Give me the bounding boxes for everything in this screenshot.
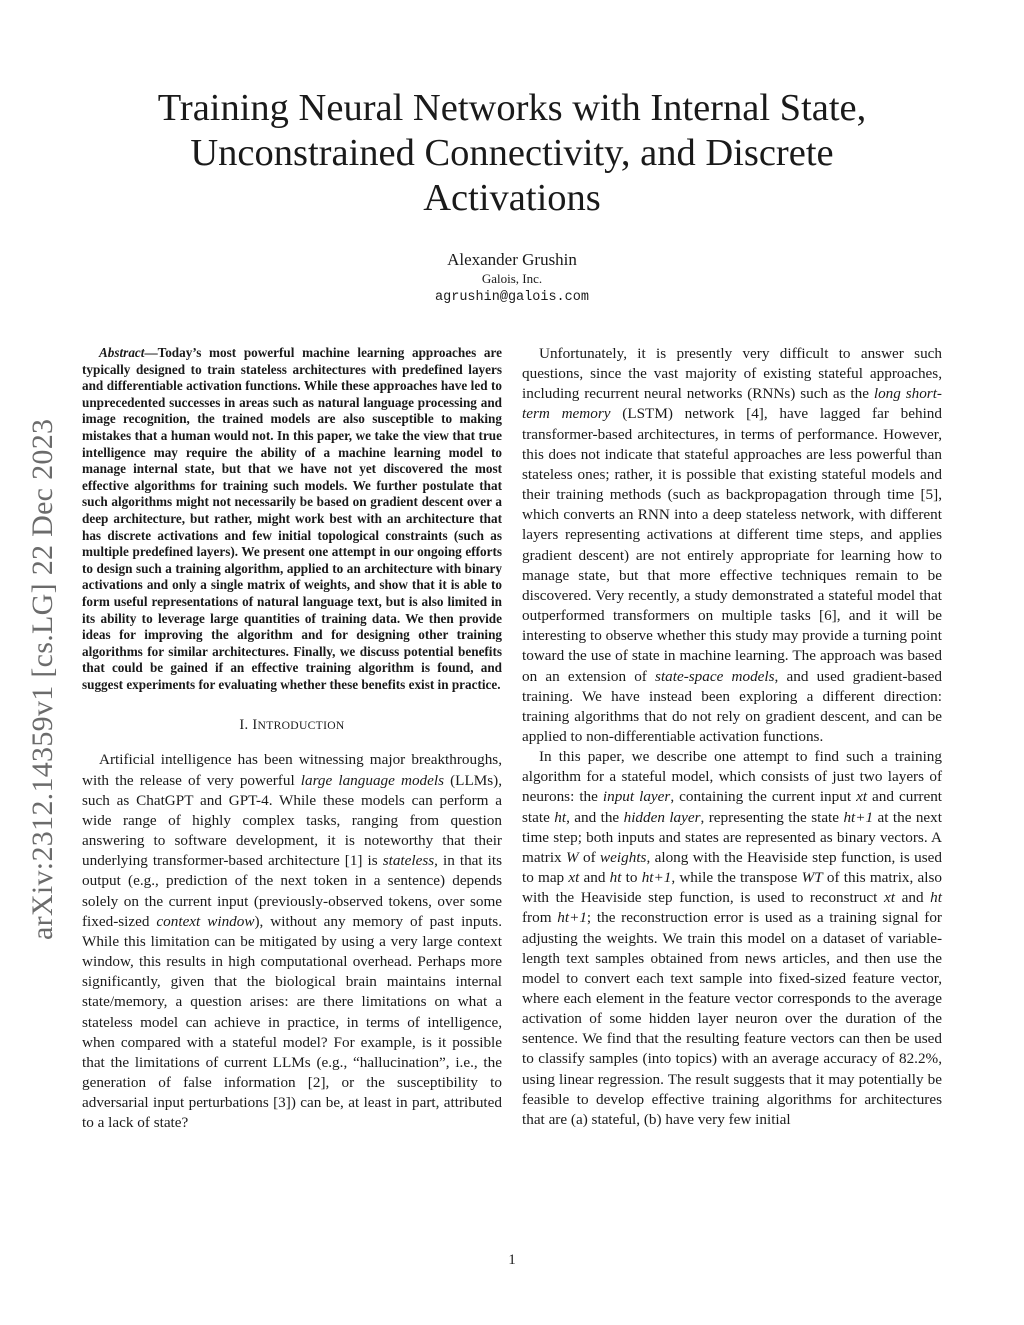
- text-run-italic: weights: [600, 848, 647, 866]
- text-run-italic: long short-term memory: [522, 385, 942, 423]
- text-run: at the next time step; both inputs and states are represented as binary vectors. A matrix: [522, 808, 942, 866]
- page-number: 1: [508, 1252, 516, 1268]
- text-run-italic: large language models: [300, 771, 445, 789]
- left-column: [82, 345, 502, 1133]
- text-run-italic: state-space models: [655, 667, 775, 685]
- text-run: , using linear regression. The result suggests that it may potentially be feasible to develop effective training algorithms for architectures that are (a) stateful, (b) have very few initial: [522, 1050, 942, 1128]
- abstract: [82, 345, 502, 693]
- text-run: and: [894, 889, 931, 907]
- author-name: Alexander Grushin: [447, 250, 577, 269]
- text-run: , in that its output (e.g., prediction of the next token in a sentence) depends solely on the current input (previously-observed tokens, over some fixed-sized: [82, 852, 503, 930]
- abstract-dash: —: [144, 345, 158, 360]
- text-run: of: [578, 848, 601, 866]
- text-run-italic: stateless: [382, 852, 435, 870]
- abstract-label: Abstract: [99, 345, 145, 360]
- section-initial: I: [252, 717, 258, 734]
- author-email: agrushin@galois.com: [435, 290, 589, 305]
- text-run: , along with the Heaviside step function, is used to map: [522, 848, 942, 887]
- text-run: Artificial intelligence has been witnessing major breakthroughs, with the release of very powerful: [82, 751, 502, 789]
- text-run: , while the transpose: [671, 869, 802, 887]
- math-symbol: ht: [554, 808, 567, 826]
- abstract-text: Today’s most powerful machine learning approaches are typically designed to train stateless architectures with predefined layers and differentiable activation functions. While these approaches have led to unprecedented successes in areas such as natural language processing and image recognition, the trained models are also susceptible to making mistakes that a human would not. In this paper, we take the view that true intelligence may require the ability of a machine learning model to manage internal state, but that we have not yet discovered the most effective algorithms for training such models. We further postulate that such algorithms might not necessarily be based on gradient descent over a deep architecture, but rather, might work best with an architecture that has discrete activations and few initial topological constraints (such as multiple predefined layers). We present one attempt in our ongoing efforts to design such a training algorithm, applied to an architecture with binary activations and only a single matrix of weights, and show that it is able to form useful representations of natural language text, but is also limited in its ability to leverage large quantities of training data. We then provide ideas for improving the algorithm and for designing other training algorithms for similar architectures. Finally, we discuss potential benefits that could be gained if an effective training algorithm is found, and suggest experiments for evaluating whether these benefits exist in practice.: [82, 345, 502, 692]
- text-run: and current state: [522, 788, 943, 826]
- title-line: Training Neural Networks with Internal State,: [157, 87, 867, 129]
- text-run: of this matrix, also with the Heaviside step function, is used to reconstruct: [522, 869, 942, 907]
- intro-paragraph-3: [522, 747, 942, 1130]
- title-line: Activations: [423, 177, 601, 219]
- text-run: ), without any memory of past inputs. While this limitation can be mitigated by using a very large context window, this results in high computational overhead. Perhaps more significantly, given that the biological brain maintains internal state/memory, a question arises: are there limitations on what a stateless model can achieve in practice, in terms of intelligence, when compared with a stateful model? For example, is it possible that the limitations of current LLMs (e.g., “hallucination”, i.e., the generation of false information [2], or the susceptibility to adversarial input perturbations [3]) can be, at least in part, attributed to a lack of state?: [82, 912, 502, 1132]
- text-run: , representing the state: [700, 808, 844, 826]
- math-symbol: ht+1: [641, 869, 672, 887]
- text-run: Unfortunately, it is presently very difficult to answer such questions, since the vast majority of existing stateful approaches, including recurrent neural networks (RNNs) such as the: [522, 345, 942, 403]
- text-run: , and the: [566, 808, 624, 826]
- right-column: [522, 344, 942, 1130]
- text-run: (LLMs), such as ChatGPT and GPT-4. While these models can perform a wide range of highly complex tasks, ranging from question answering to software development, it is noteworthy that their underlying transformer-based architecture [1] is: [82, 771, 502, 870]
- text-run-italic: context window: [156, 912, 255, 930]
- math-symbol: WT: [801, 869, 823, 887]
- math-symbol: ht: [609, 869, 622, 887]
- text-run-italic: input layer: [602, 788, 671, 806]
- text-run: ; the reconstruction error is used as a training signal for adjusting the weights. We train this model on a dataset of variable-length text samples obtained from news articles, and then use the model to convert each text sample into fixed-sized feature vector, where each element in the feature vector corresponds to the average activation of some hidden layer neuron over the duration of the sentence. We find that the resulting feature vectors can then be used to classify samples (into topics) with an average accuracy of: [522, 909, 942, 1068]
- text-run: and: [579, 869, 610, 887]
- math-symbol: ht: [930, 889, 942, 907]
- text-run: In this paper, we describe one attempt to find such a training algorithm for a stateful model, which consists of just two layers of neurons: the: [522, 748, 942, 806]
- title-line: Unconstrained Connectivity, and Discrete: [190, 132, 834, 174]
- intro-paragraph-1: [82, 750, 502, 1133]
- math-symbol: 82.2%: [898, 1050, 939, 1068]
- paper-title: [100, 86, 924, 221]
- math-symbol: xt: [568, 869, 580, 887]
- text-run: from: [522, 909, 558, 927]
- math-symbol: ht+1: [557, 909, 587, 927]
- section-title-rest: NTRODUCTION: [257, 719, 345, 733]
- section-numeral: I.: [239, 717, 253, 734]
- arxiv-sidebar-stamp: arXiv:2312.14359v1 [cs.LG] 22 Dec 2023: [26, 418, 59, 940]
- author-affiliation: Galois, Inc.: [481, 271, 543, 286]
- math-symbol: W: [566, 848, 579, 866]
- math-symbol: xt: [884, 889, 895, 907]
- text-run: , and used gradient-based training. We have instead been exploring a different direction: training algorithms that do not rely on gradient descent, and can be applied to non-differentiable activation functions.: [522, 667, 942, 745]
- text-run-italic: hidden layer: [623, 808, 701, 826]
- text-run: , containing the current input: [670, 788, 857, 806]
- math-symbol: xt: [856, 788, 868, 806]
- math-symbol: ht+1: [843, 808, 874, 826]
- intro-paragraph-2: [522, 344, 942, 747]
- text-run: to: [621, 869, 642, 887]
- text-run: (LSTM) network [4], have lagged far behind transformer-based architectures, in terms of performance. However, this does not indicate that stateful approaches are less powerful than stateless ones; rather, it is possible that existing stateful models and their training methods (such as backpropagation through time [5], which converts an RNN into a deep stateless network, with different layers representing activations at different time steps, and applies gradient descent) are not entirely appropriate for learning how to manage state, but that more effective techniques remain to be discovered. Very recently, a study demonstrated a stateful model that outperformed transformers on multiple tasks [6], and it will be interesting to observe whether this study may provide a turning point toward the use of state in machine learning. The approach was based on an extension of: [522, 405, 942, 685]
- section-heading-introduction: [82, 717, 502, 734]
